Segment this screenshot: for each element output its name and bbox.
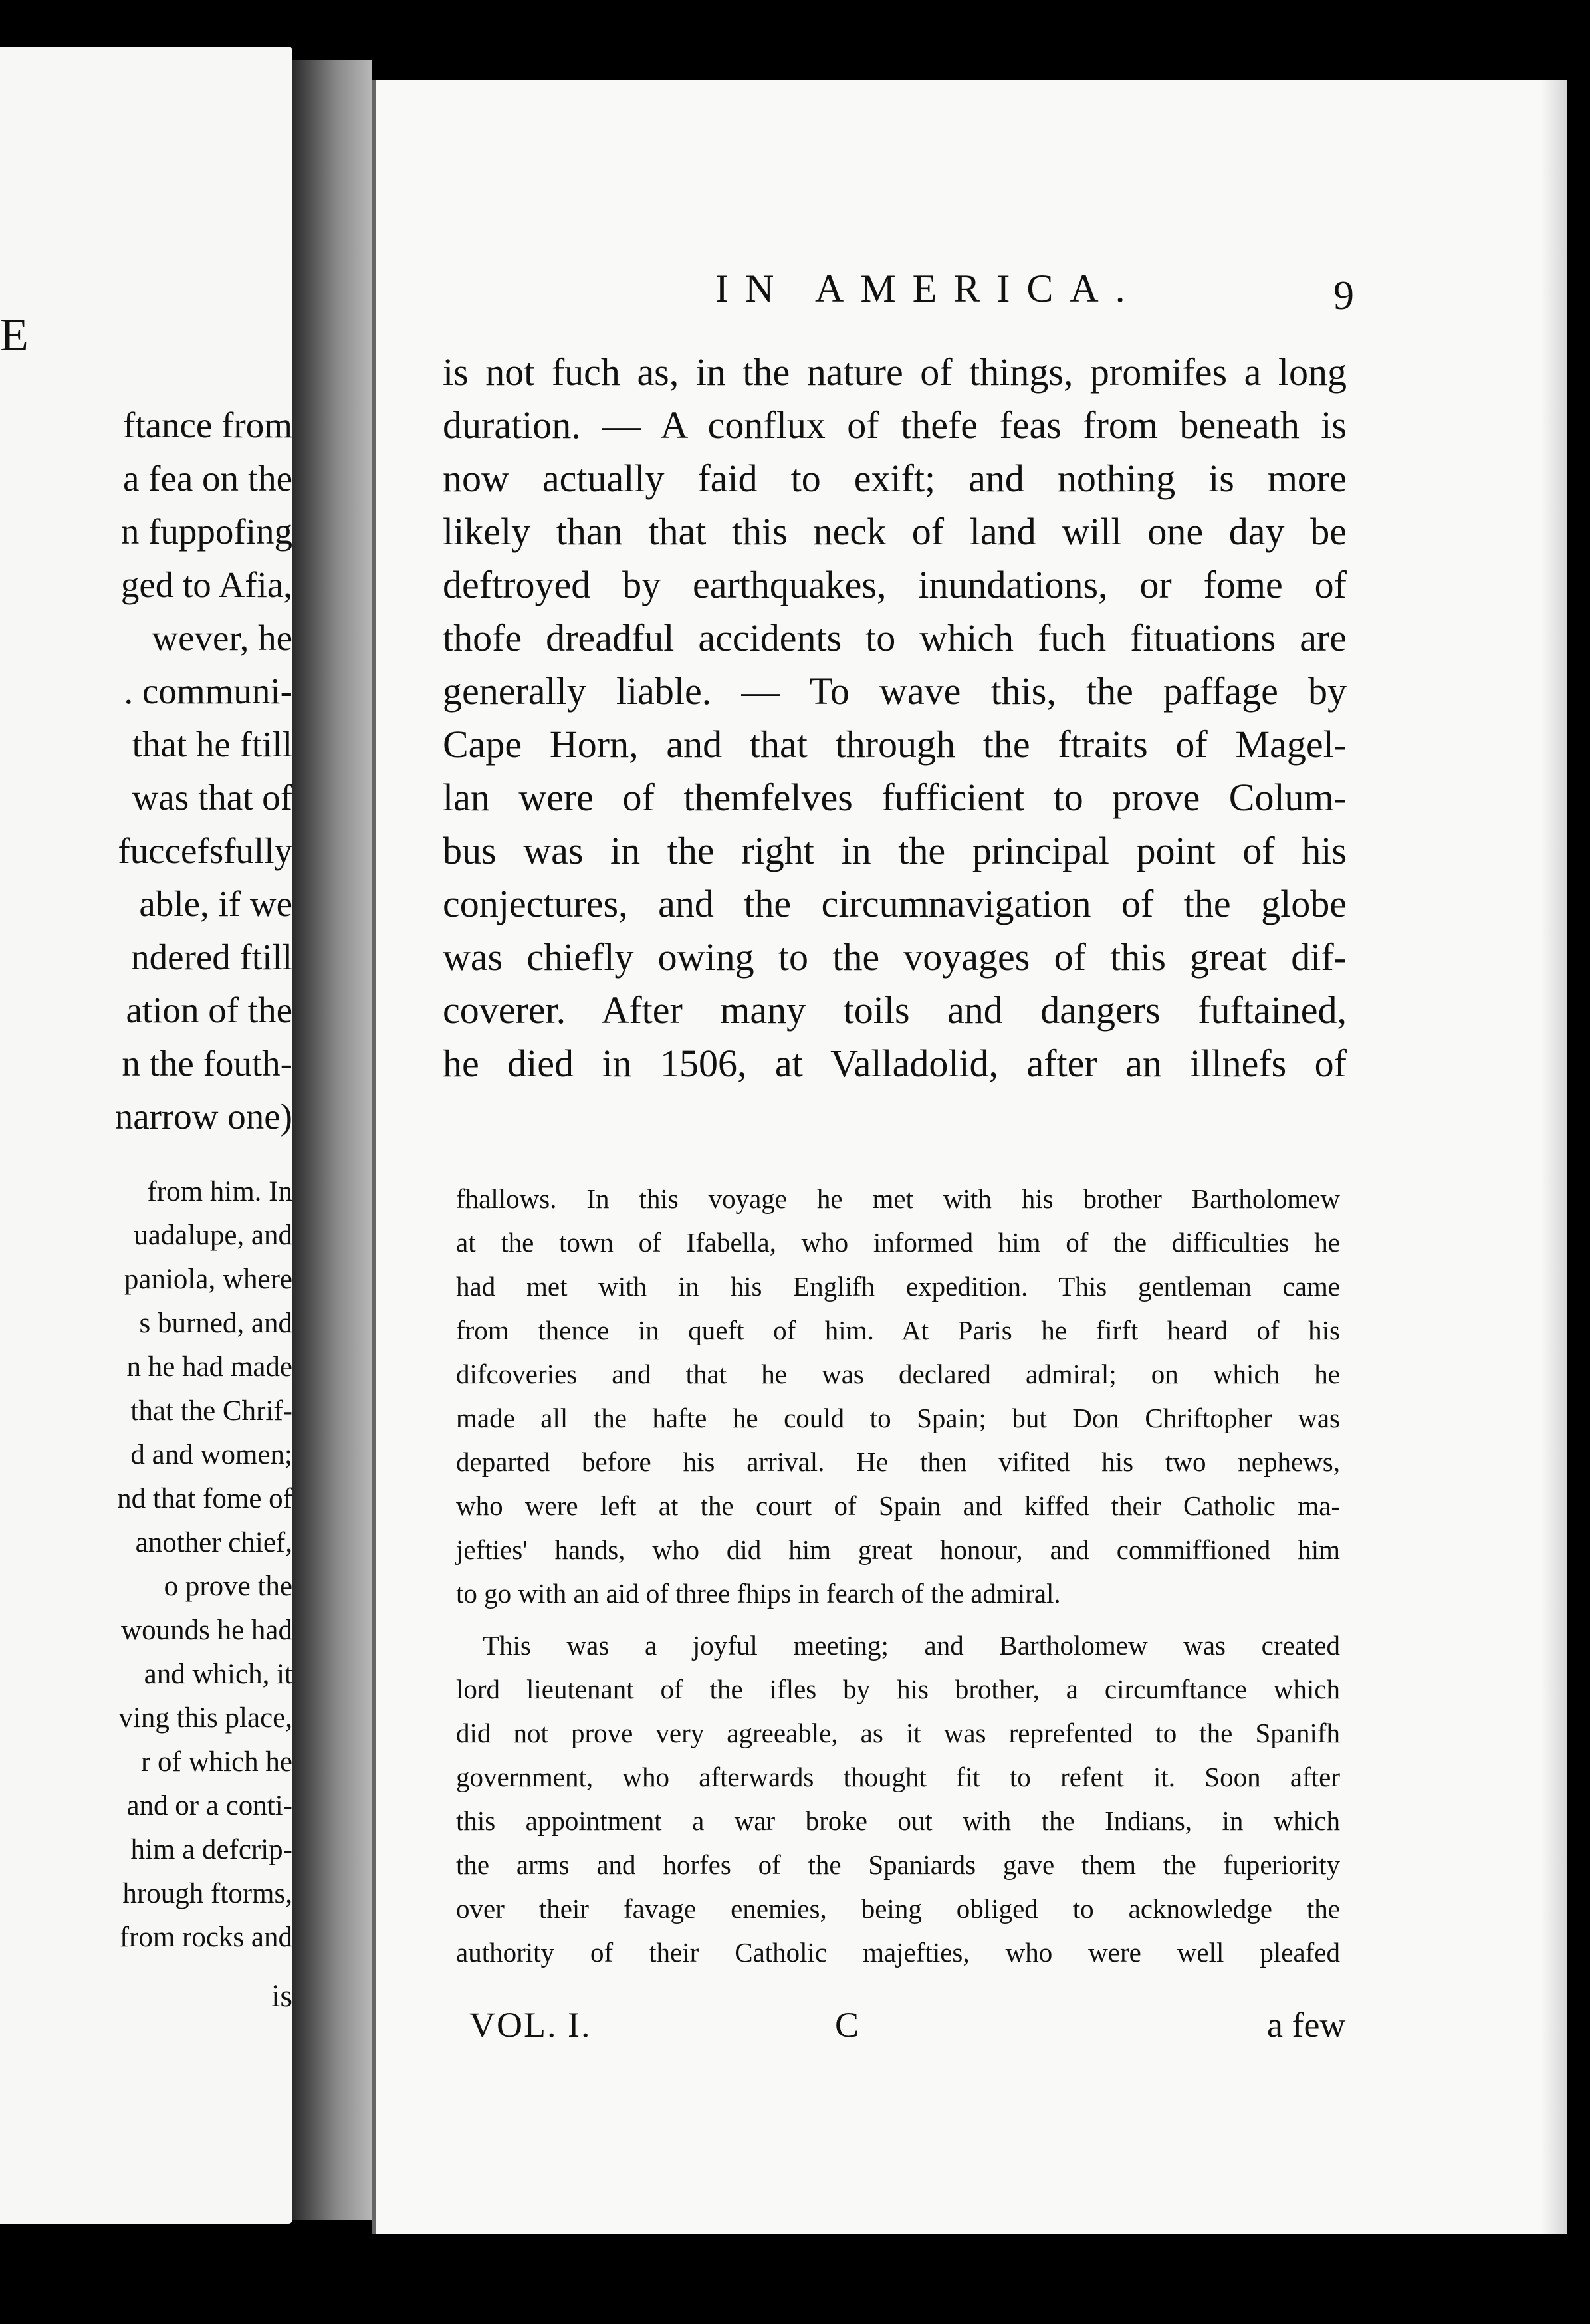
left-footnote-line: from him. In — [147, 1176, 292, 1207]
left-catchword: is — [271, 1978, 292, 2014]
left-main-line: n the fouth- — [122, 1043, 292, 1084]
page-number: 9 — [1333, 273, 1354, 318]
left-main-line: . communi- — [124, 671, 292, 711]
main-text — [443, 346, 1347, 1090]
left-footnote-line: d and women; — [130, 1439, 292, 1470]
footnote-line: authority of their Catholic majefties, who were well pleafed — [456, 1937, 1340, 1968]
main-text-line: deftroyed by earthquakes, inundations, or fome of — [443, 563, 1347, 606]
main-text-line: conjectures, and the circumnavigation of the globe — [443, 882, 1347, 925]
book-gutter-shadow — [292, 60, 372, 2220]
left-main-line: ndered ftill — [131, 937, 292, 977]
footnote-line: government, who afterwards thought fit to refent it. Soon after — [456, 1762, 1340, 1792]
left-main-line: able, if we — [139, 883, 292, 924]
left-footnote-line: and which, it — [144, 1659, 292, 1690]
main-text-line: likely than that this neck of land will one day be — [443, 510, 1347, 553]
left-footnote-line: hrough ftorms, — [122, 1878, 292, 1909]
main-text-line: lan were of themfelves fufficient to prove Colum- — [443, 776, 1347, 819]
left-main-line: narrow one) — [114, 1096, 292, 1137]
left-main-line: ged to Afia, — [120, 564, 292, 605]
footnote-line: This was a joyful meeting; and Bartholomew was created — [483, 1630, 1340, 1661]
main-text-line: Cape Horn, and that through the ftraits of Magel- — [443, 723, 1347, 766]
left-main-line: n fuppofing — [120, 511, 292, 552]
left-footnote-line: r of which he — [140, 1746, 292, 1778]
left-footnote-line: n he had made — [126, 1351, 292, 1383]
left-main-line: fuccefsfully — [118, 830, 292, 871]
left-footnote-line: paniola, where — [124, 1264, 292, 1295]
footnote-line: had met with in his Englifh expedition. This gentleman came — [456, 1271, 1340, 1302]
main-text-line: duration. — A conflux of thefe feas from beneath is — [443, 404, 1347, 447]
main-text-line: now actually faid to exift; and nothing is more — [443, 457, 1347, 500]
footnote-line: did not prove very agreeable, as it was reprefented to the Spanifh — [456, 1718, 1340, 1748]
left-footnote-line: and or a conti- — [126, 1790, 292, 1821]
left-footnote-line: that the Chrif- — [130, 1395, 292, 1427]
left-main-line: that he ftill — [132, 724, 292, 764]
left-footnote-line: s burned, and — [139, 1308, 292, 1339]
left-page — [0, 47, 292, 2224]
left-main-line: ftance from — [123, 405, 292, 445]
main-text-line: is not fuch as, in the nature of things, promifes a long — [443, 350, 1347, 394]
footnote-line: lord lieutenant of the ifles by his brother, a circumftance which — [456, 1674, 1340, 1704]
running-head: IN AMERICA. — [715, 267, 1142, 310]
footnote-line: jefties' hands, who did him great honour, and commiffioned him — [456, 1534, 1340, 1565]
footnote-line: made all the hafte he could to Spain; but Don Chriftopher was — [456, 1403, 1340, 1433]
right-page — [372, 80, 1567, 2234]
main-text-line: thofe dreadful accidents to which fuch fituations are — [443, 616, 1347, 659]
left-footnote-text — [0, 1170, 292, 1960]
left-main-text — [0, 399, 292, 1143]
footnote-line: difcoveries and that he was declared admiral; on which he — [456, 1359, 1340, 1389]
left-running-head: E — [0, 310, 31, 361]
footnote-line: to go with an aid of three fhips in fearch of the admiral. — [456, 1578, 1061, 1609]
left-footnote-line: ving this place, — [118, 1702, 292, 1734]
footnote-line: from thence in queft of him. At Paris he firft heard of his — [456, 1315, 1340, 1345]
left-main-line: wever, he — [152, 618, 292, 658]
main-text-line: bus was in the right in the principal point of his — [443, 829, 1347, 872]
signature-volume: VOL. I. — [469, 2005, 592, 2045]
footnote-line: fhallows. In this voyage he met with his brother Bartholomew — [456, 1183, 1340, 1214]
footnote-line: this appointment a war broke out with the Indians, in which — [456, 1805, 1340, 1836]
main-text-line: generally liable. — To wave this, the paffage by — [443, 669, 1347, 713]
main-text-line: coverer. After many toils and dangers fuftained, — [443, 988, 1347, 1032]
left-footnote-line: nd that fome of — [117, 1483, 292, 1514]
footnote-line: at the town of Ifabella, who informed him of the difficulties he — [456, 1227, 1340, 1258]
left-footnote-line: uadalupe, and — [134, 1220, 292, 1251]
footnote-line: over their favage enemies, being obliged to acknowledge the — [456, 1893, 1340, 1924]
left-main-line: was that of — [132, 777, 292, 818]
page-edge-shading — [1541, 80, 1567, 2234]
left-main-line: a fea on the — [123, 458, 292, 499]
footnote-line: the arms and horfes of the Spaniards gave them the fuperiority — [456, 1849, 1340, 1880]
signature-mark: C — [835, 2005, 859, 2045]
left-footnote-line: wounds he had — [121, 1615, 292, 1646]
footnote-block — [456, 1177, 1340, 1974]
main-text-line: he died in 1506, at Valladolid, after an illnefs of — [443, 1042, 1347, 1085]
left-footnote-line: another chief, — [135, 1527, 292, 1558]
left-main-line: ation of the — [126, 990, 292, 1030]
footnote-line: departed before his arrival. He then vifited his two nephews, — [456, 1447, 1340, 1477]
left-footnote-line: o prove the — [164, 1571, 292, 1602]
footnote-line: who were left at the court of Spain and kiffed their Catholic ma- — [456, 1490, 1340, 1521]
left-footnote-line: from rocks and — [119, 1922, 292, 1953]
main-text-line: was chiefly owing to the voyages of this great dif- — [443, 935, 1347, 979]
catchword: a few — [1267, 2005, 1346, 2045]
left-footnote-line: him a defcrip- — [130, 1834, 292, 1865]
